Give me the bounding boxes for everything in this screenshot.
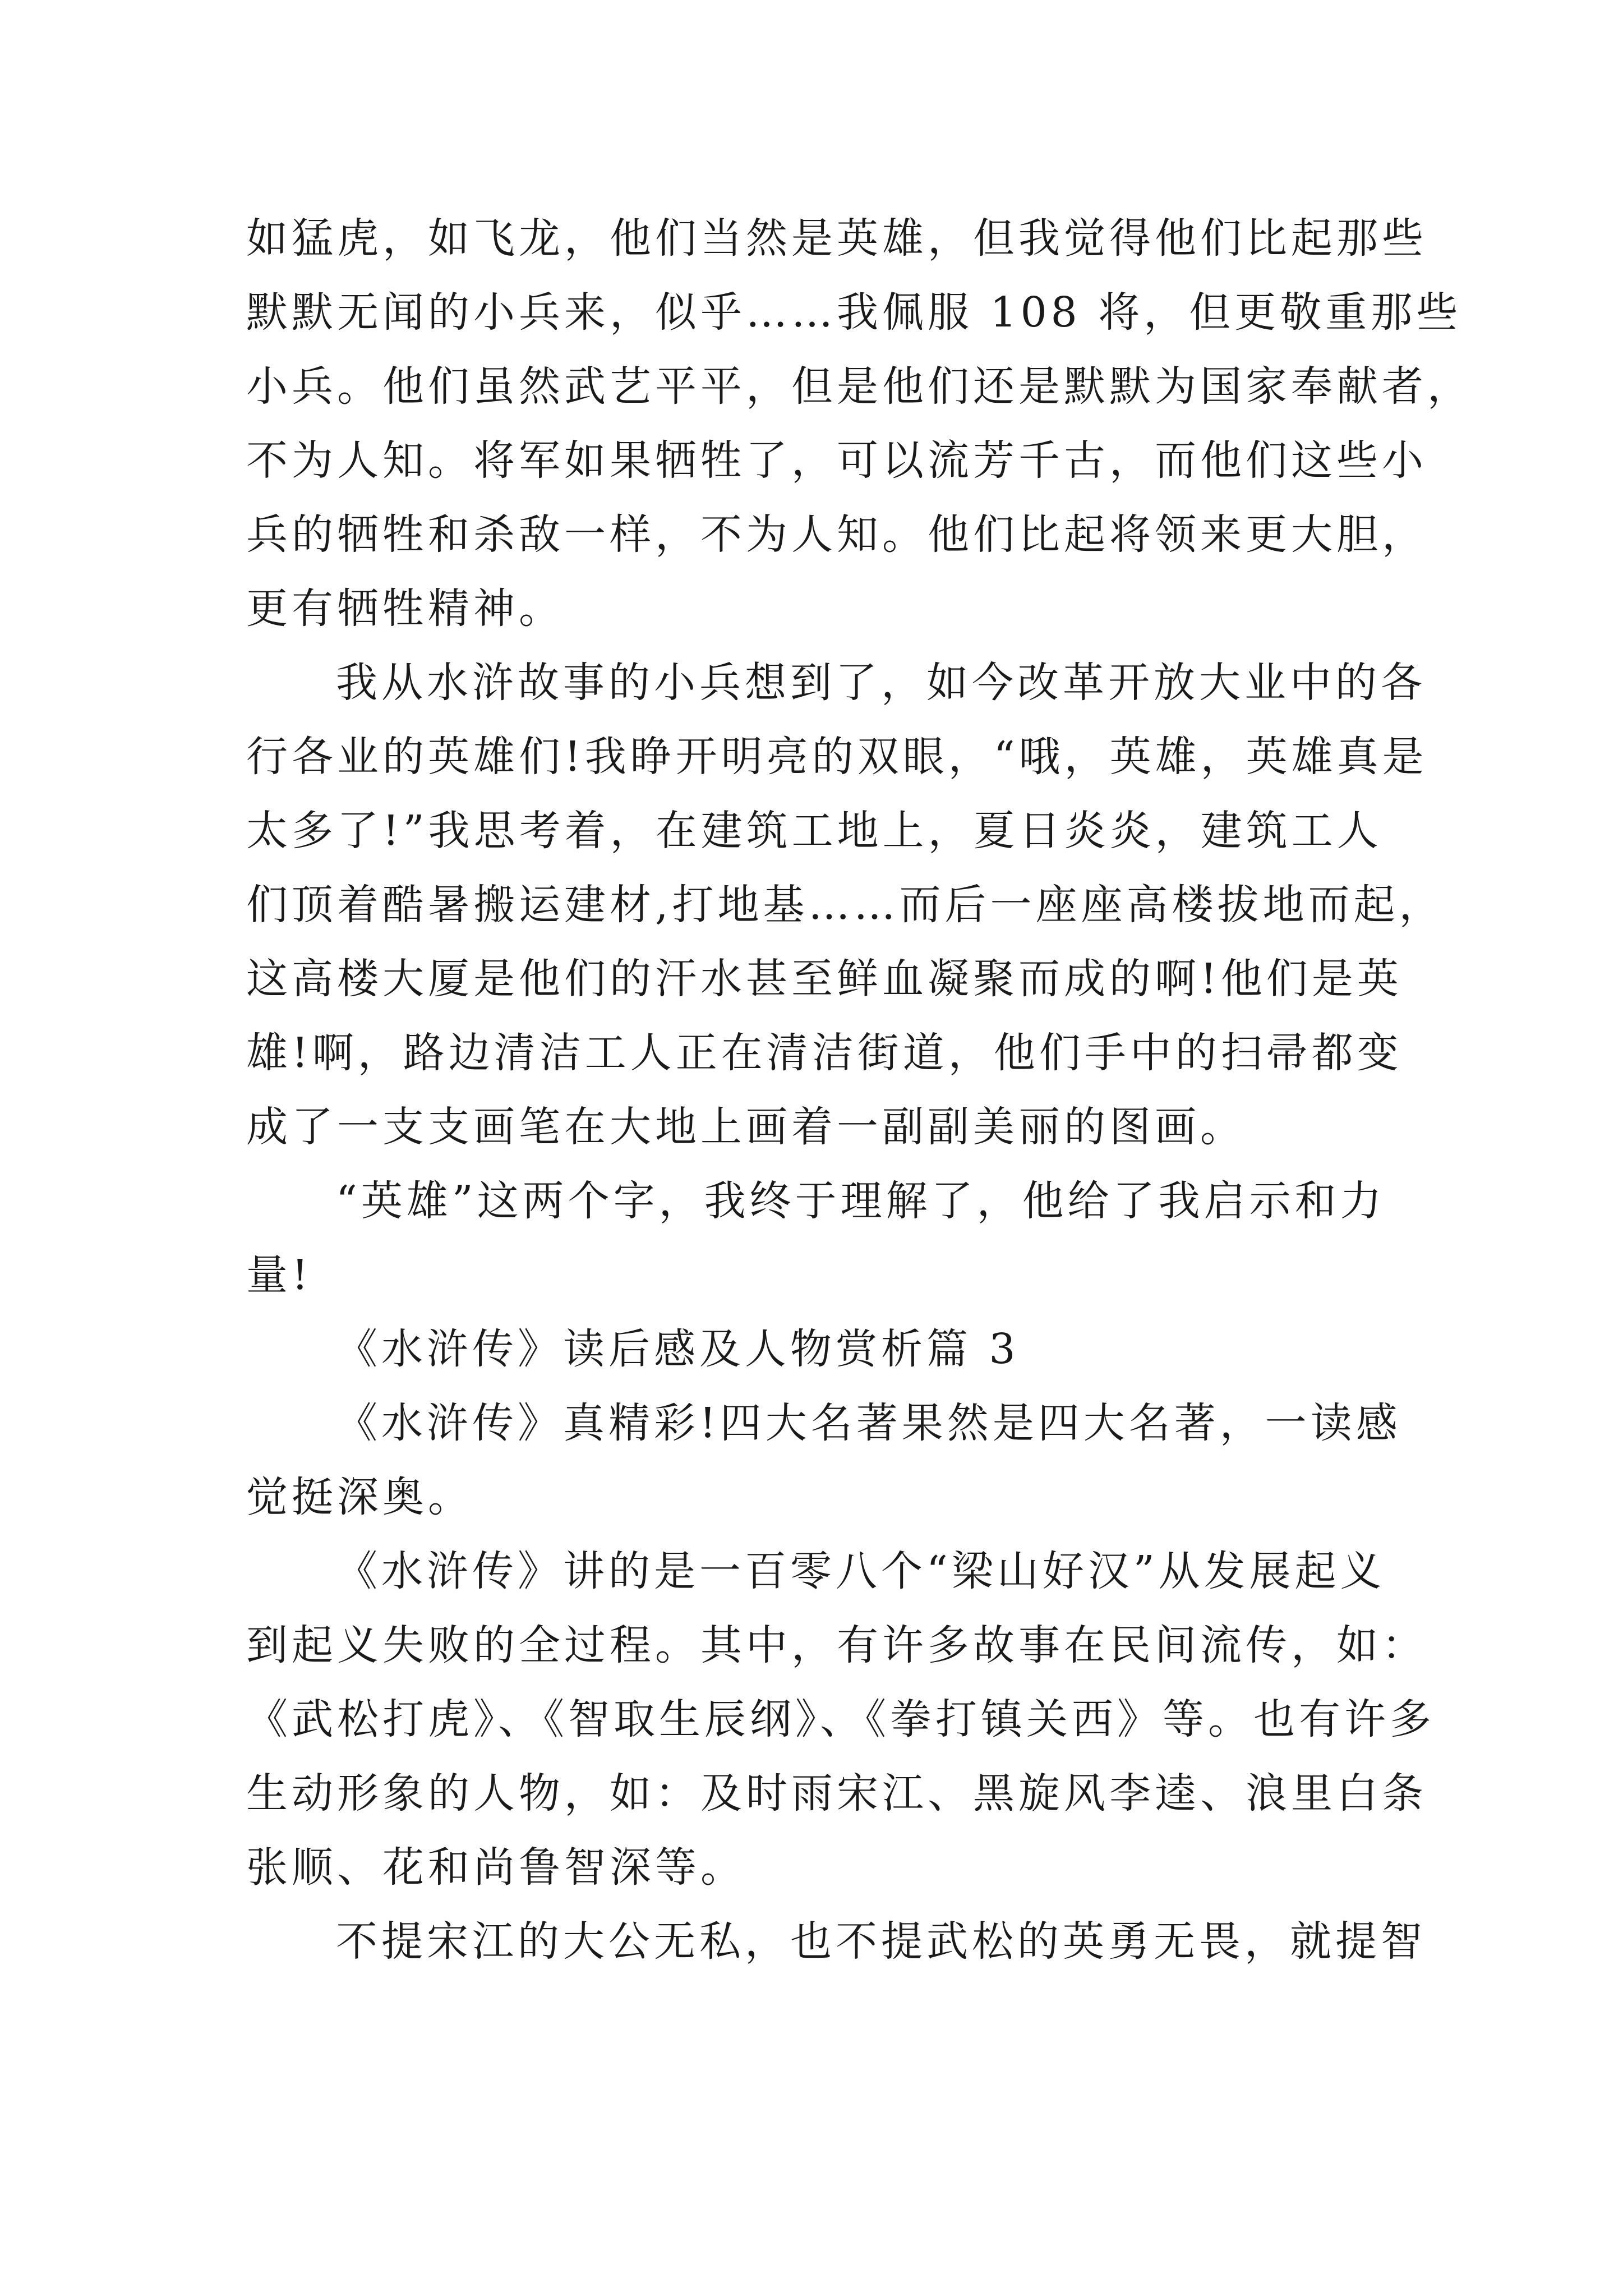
section-heading: 《水浒传》读后感及人物赏析篇 3: [336, 1325, 1020, 1373]
text-line: 量!: [246, 1251, 312, 1299]
paragraph-start-line: 我从水浒故事的小兵想到了，如今改革开放大业中的各: [336, 659, 1426, 707]
paragraph-start-line: 不提宋江的大公无私，也不提武松的英勇无畏，就提智: [336, 1917, 1426, 1966]
text-line: 《武松打虎》、《智取生辰纲》、《拳打镇关西》等。也有许多: [246, 1695, 1435, 1743]
paragraph-start-line: “英雄”这两个字，我终于理解了，他给了我启示和力: [336, 1177, 1386, 1225]
text-line: 这高楼大厦是他们的汗水甚至鲜血凝聚而成的啊!他们是英: [246, 955, 1403, 1003]
text-line: 到起义失败的全过程。其中，有许多故事在民间流传，如：: [246, 1621, 1427, 1669]
text-line: 太多了!”我思考着，在建筑工地上，夏日炎炎，建筑工人: [246, 807, 1382, 855]
text-line: 如猛虎，如飞龙，他们当然是英雄，但我觉得他们比起那些: [246, 214, 1427, 263]
text-line: 更有牺牲精神。: [246, 585, 564, 633]
text-line: 不为人知。将军如果牺牲了，可以流芳千古，而他们这些小: [246, 436, 1427, 485]
text-line: 张顺、花和尚鲁智深等。: [246, 1843, 746, 1892]
text-line: 小兵。他们虽然武艺平平，但是他们还是默默为国家奉献者，: [246, 362, 1473, 411]
text-line: 雄!啊，路边清洁工人正在清洁街道，他们手中的扫帚都变: [246, 1029, 1403, 1077]
text-line: 们顶着酷暑搬运建材,打地基……而后一座座高楼拔地而起，: [246, 881, 1445, 929]
text-line: 默默无闻的小兵来，似乎……我佩服 108 将，但更敬重那些: [246, 288, 1462, 337]
text-line: 兵的牺牲和杀敌一样，不为人知。他们比起将领来更大胆，: [246, 510, 1427, 559]
paragraph-start-line: 《水浒传》真精彩!四大名著果然是四大名著，一读感: [336, 1399, 1401, 1447]
text-line: 生动形象的人物，如：及时雨宋江、黑旋风李逵、浪里白条: [246, 1769, 1427, 1818]
paragraph-start-line: 《水浒传》讲的是一百零八个“梁山好汉”从发展起义: [336, 1547, 1386, 1595]
text-line: 觉挺深奥。: [246, 1473, 473, 1521]
text-line: 成了一支支画笔在大地上画着一副副美丽的图画。: [246, 1103, 1246, 1151]
text-line: 行各业的英雄们!我睁开明亮的双眼，“哦，英雄，英雄真是: [246, 733, 1428, 781]
